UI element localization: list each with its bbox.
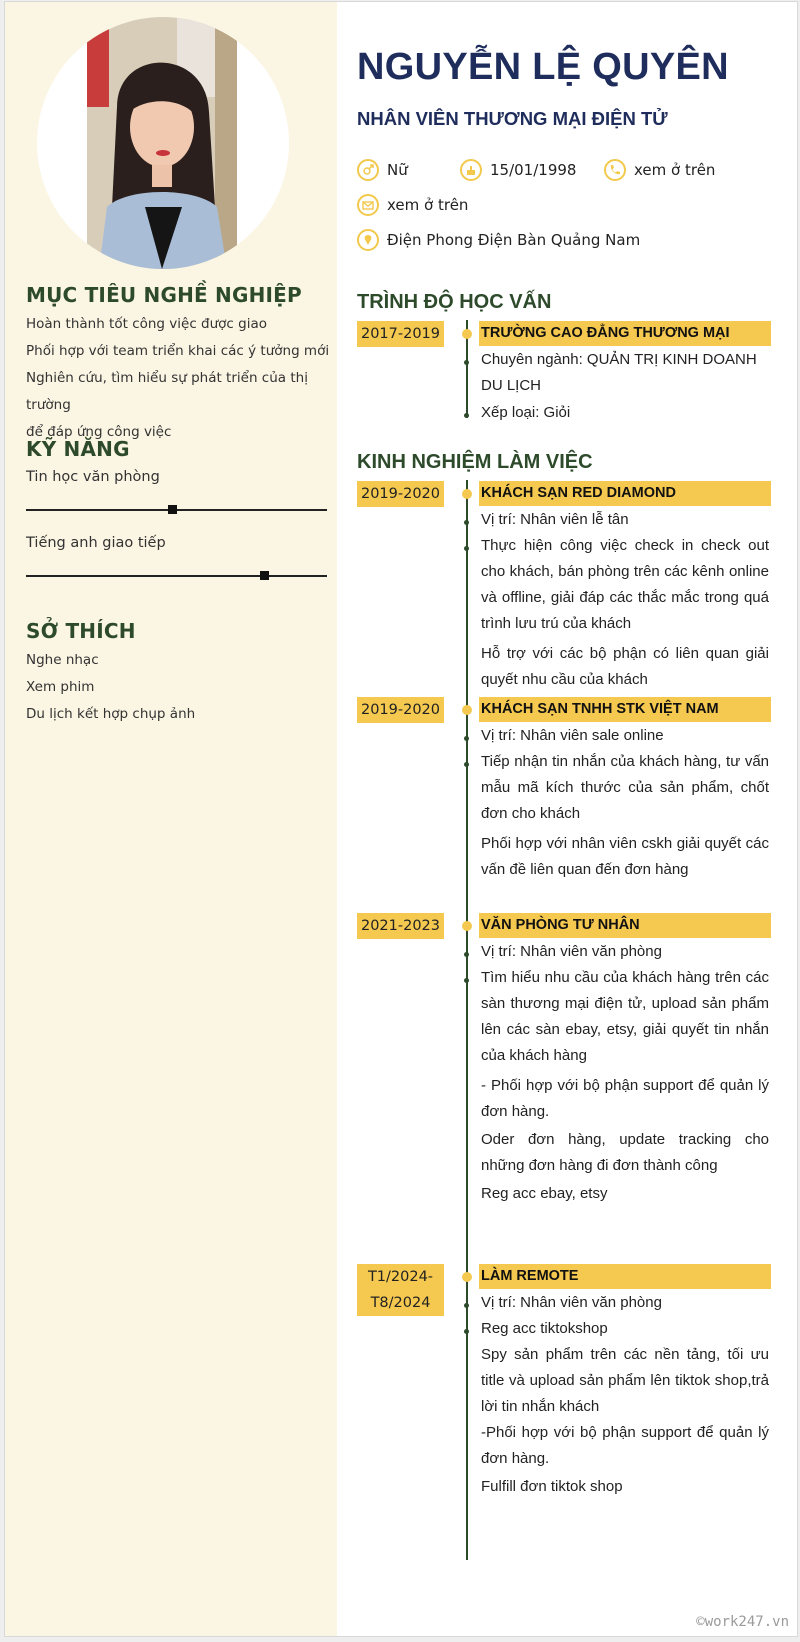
experience-company: LÀM REMOTE: [479, 1264, 771, 1289]
bullet-dot: [464, 762, 469, 767]
experience-timeline: [466, 480, 468, 1560]
skill-name: Tiếng anh giao tiếp: [26, 535, 166, 551]
experience-company: KHÁCH SẠN TNHH STK VIỆT NAM: [479, 697, 771, 722]
bullet-dot: [464, 413, 469, 418]
experience-date-start: T1/2024-: [367, 1269, 434, 1285]
email-info: [357, 194, 468, 216]
objective-line: Nghiên cứu, tìm hiểu sự phát triển của thị trường: [26, 370, 308, 413]
education-date: 2017-2019: [357, 321, 444, 347]
bullet-dot: [464, 1303, 469, 1308]
experience-line: Tìm hiểu nhu cầu của khách hàng trên các sàn thương mại điện tử, upload sản phẩm lên các sàn ebay, etsy, giải quyết tin nhắn của khách hàng: [481, 969, 769, 1064]
timeline-dot: [462, 1272, 472, 1282]
main-column: [337, 2, 797, 1636]
gender-value: Nữ: [387, 161, 408, 179]
timeline-dot: [462, 921, 472, 931]
gender-info: [357, 159, 408, 181]
experience-date: 2019-2020: [357, 697, 444, 723]
bullet-dot: [464, 360, 469, 365]
bullet-dot: [464, 736, 469, 741]
experience-line: Vị trí: Nhân viên sale online: [481, 727, 664, 744]
experience-line: Spy sản phẩm trên các nền tảng, tối ưu title và upload sản phẩm lên tiktok shop,trả lời tin nhắn khách: [481, 1346, 769, 1415]
experience-line: Reg acc ebay, etsy: [481, 1185, 608, 1202]
experience-line: Vị trí: Nhân viên văn phòng: [481, 1294, 662, 1311]
objective-line: Hoàn thành tốt công việc được giao: [26, 316, 268, 332]
address-value: Điện Phong Điện Bàn Quảng Nam: [387, 231, 641, 249]
experience-line: Vị trí: Nhân viên lễ tân: [481, 511, 629, 528]
experience-date: 2021-2023: [357, 913, 444, 939]
address-info: [357, 229, 640, 251]
sidebar: [5, 2, 337, 1636]
watermark: ©work247.vn: [696, 1614, 789, 1630]
hobby-item: Nghe nhạc: [26, 652, 99, 668]
objective-line: để đáp ứng công việc: [26, 424, 172, 440]
avatar: [37, 17, 289, 269]
education-grade: Xếp loại: Giỏi: [481, 404, 571, 421]
experience-date: [357, 1264, 444, 1316]
experience-line: Tiếp nhận tin nhắn của khách hàng, tư vấn mẫu mã kích thước của sản phẩm, chốt đơn cho khách: [481, 753, 769, 822]
bullet-dot: [464, 520, 469, 525]
timeline-dot: [462, 489, 472, 499]
candidate-name: NGUYỄN LỆ QUYÊN: [357, 46, 729, 88]
birthday-cake-icon: [460, 159, 482, 181]
skills-heading: KỸ NĂNG: [26, 437, 130, 461]
experience-heading: KINH NGHIỆM LÀM VIỆC: [357, 451, 593, 473]
education-major: Chuyên ngành: QUẢN TRỊ KINH DOANH DU LỊCH: [481, 351, 757, 394]
experience-company: VĂN PHÒNG TƯ NHÂN: [479, 913, 771, 938]
email-icon: [357, 194, 379, 216]
hobbies-heading: SỞ THÍCH: [26, 619, 136, 643]
experience-date: 2019-2020: [357, 481, 444, 507]
phone-info: [604, 159, 715, 181]
hobbies-section: [26, 619, 336, 728]
skill-level-marker: [260, 571, 269, 580]
experience-line: Vị trí: Nhân viên văn phòng: [481, 943, 662, 960]
experience-date-end: T8/2024: [370, 1295, 431, 1311]
location-pin-icon: [357, 229, 379, 251]
hobby-item: Du lịch kết hợp chụp ảnh: [26, 706, 196, 722]
avatar-photo: [37, 17, 289, 269]
birthday-info: [460, 159, 576, 181]
skills-section: [26, 437, 336, 577]
education-school: TRƯỜNG CAO ĐẲNG THƯƠNG MẠI: [479, 321, 771, 346]
skill-bar: [26, 575, 327, 577]
education-heading: TRÌNH ĐỘ HỌC VẤN: [357, 291, 552, 313]
hobby-item: Xem phim: [26, 679, 95, 695]
experience-line: Fulfill đơn tiktok shop: [481, 1478, 623, 1495]
timeline-dot: [462, 705, 472, 715]
timeline-dot: [462, 329, 472, 339]
experience-line: Oder đơn hàng, update tracking cho những đơn hàng đi đơn thành công: [481, 1131, 769, 1174]
experience-line: -Phối hợp với bộ phận support để quản lý đơn hàng.: [481, 1424, 769, 1467]
objective-line: Phối hợp với team triển khai các ý tưởng mới: [26, 343, 330, 359]
experience-company: KHÁCH SẠN RED DIAMOND: [479, 481, 771, 506]
bullet-dot: [464, 546, 469, 551]
cv-page: [4, 1, 798, 1637]
experience-line: Reg acc tiktokshop: [481, 1320, 608, 1337]
phone-icon: [604, 159, 626, 181]
phone-value: xem ở trên: [634, 161, 716, 179]
experience-line: Thực hiện công việc check in check out cho khách, bán phòng trên các kênh online và offline, giải đáp các thắc mắc trong quá trình lưu trú của khách: [481, 537, 769, 632]
experience-line: - Phối hợp với bộ phận support để quản lý đơn hàng.: [481, 1077, 769, 1120]
objective-heading: MỤC TIÊU NGHỀ NGHIỆP: [26, 283, 302, 307]
gender-icon: [357, 159, 379, 181]
skill-bar: [26, 509, 327, 511]
job-title: NHÂN VIÊN THƯƠNG MẠI ĐIỆN TỬ: [357, 108, 668, 129]
bullet-dot: [464, 952, 469, 957]
objective-section: [26, 283, 336, 446]
experience-line: Hỗ trợ với các bộ phận có liên quan giải quyết nhu cầu của khách: [481, 645, 769, 688]
bullet-dot: [464, 978, 469, 983]
email-value: xem ở trên: [387, 196, 469, 214]
experience-line: Phối hợp với nhân viên cskh giải quyết các vấn đề liên quan đến đơn hàng: [481, 835, 769, 878]
skill-level-marker: [168, 505, 177, 514]
birthday-value: 15/01/1998: [490, 161, 577, 179]
skill-name: Tin học văn phòng: [26, 469, 160, 485]
bullet-dot: [464, 1329, 469, 1334]
